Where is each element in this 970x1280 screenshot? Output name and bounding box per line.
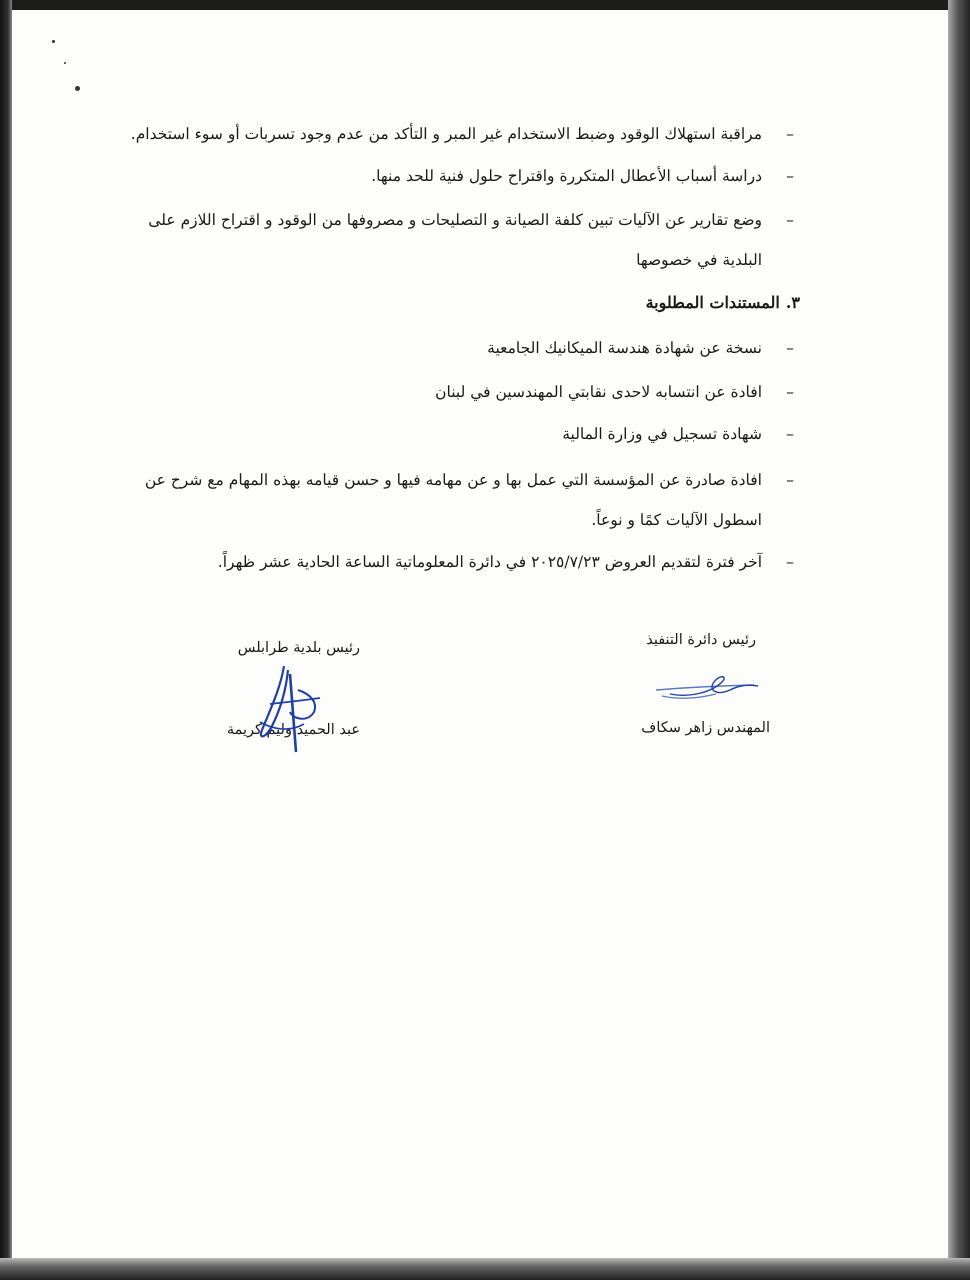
list-item xyxy=(110,156,800,196)
list-item-text: نسخة عن شهادة هندسة الميكانيك الجامعية xyxy=(487,339,762,357)
bullet-dash: – xyxy=(786,339,794,357)
scan-speck xyxy=(52,40,55,43)
scan-speck xyxy=(75,86,80,91)
signature-block-execution-head xyxy=(560,632,770,648)
section-title: المستندات المطلوبة xyxy=(645,293,780,312)
scan-edge-right xyxy=(948,0,970,1280)
list-item xyxy=(110,114,800,154)
list-item xyxy=(110,414,800,454)
signature-block-mayor xyxy=(200,640,380,656)
list-item xyxy=(110,328,800,368)
bullet-dash: – xyxy=(786,553,794,571)
bullet-dash: – xyxy=(786,125,794,143)
list-item-text: آخر فترة لتقديم العروض ٢٠٢٥/٧/٢٣ في دائرة المعلوماتية الساعة الحادية عشر ظهراً. xyxy=(217,553,762,571)
scan-edge-left xyxy=(0,0,12,1280)
scan-edge-bottom xyxy=(0,1258,970,1280)
signatory-title: رئيس دائرة التنفيذ xyxy=(646,632,756,648)
list-item xyxy=(110,372,800,412)
signatory-name: المهندس زاهر سكاف xyxy=(641,720,770,736)
list-item-text: دراسة أسباب الأعطال المتكررة واقتراح حلول فنية للحد منها. xyxy=(371,167,762,185)
list-item xyxy=(110,200,800,280)
section-number: ٣. xyxy=(785,293,800,312)
bullet-dash: – xyxy=(786,425,794,443)
list-item-text: شهادة تسجيل في وزارة المالية xyxy=(562,425,762,443)
section-heading xyxy=(110,288,800,318)
scan-speck xyxy=(64,62,66,64)
list-item xyxy=(110,542,800,582)
list-item xyxy=(110,460,800,540)
signatory-name: عبد الحميد وليم كريمة xyxy=(226,722,360,738)
signature-mayor xyxy=(240,660,330,760)
bullet-dash: – xyxy=(786,471,794,489)
signature-execution-head xyxy=(650,668,762,708)
list-item-text: افادة عن انتسابه لاحدى نقابتي المهندسين في لبنان xyxy=(435,383,762,401)
list-item-text: وضع تقارير عن الآليات تبين كلفة الصيانة و التصليحات و مصروفها من الوقود و اقتراح اللازم على البلدية في خصوصها xyxy=(148,211,762,269)
list-item-text: افادة صادرة عن المؤسسة التي عمل بها و عن مهامه فيها و حسن قيامه بهذه المهام مع شرح عن اسطول الآليات كمًا و نوعاً. xyxy=(144,471,762,529)
bullet-dash: – xyxy=(786,211,794,229)
list-item-text: مراقبة استهلاك الوقود وضبط الاستخدام غير المبر و التأكد من عدم وجود تسربات أو سوء استخدام. xyxy=(130,125,762,143)
bullet-dash: – xyxy=(786,383,794,401)
scan-edge-top xyxy=(0,0,970,10)
signatory-title: رئيس بلدية طرابلس xyxy=(237,640,360,656)
bullet-dash: – xyxy=(786,167,794,185)
signatory-name-block xyxy=(560,720,770,736)
